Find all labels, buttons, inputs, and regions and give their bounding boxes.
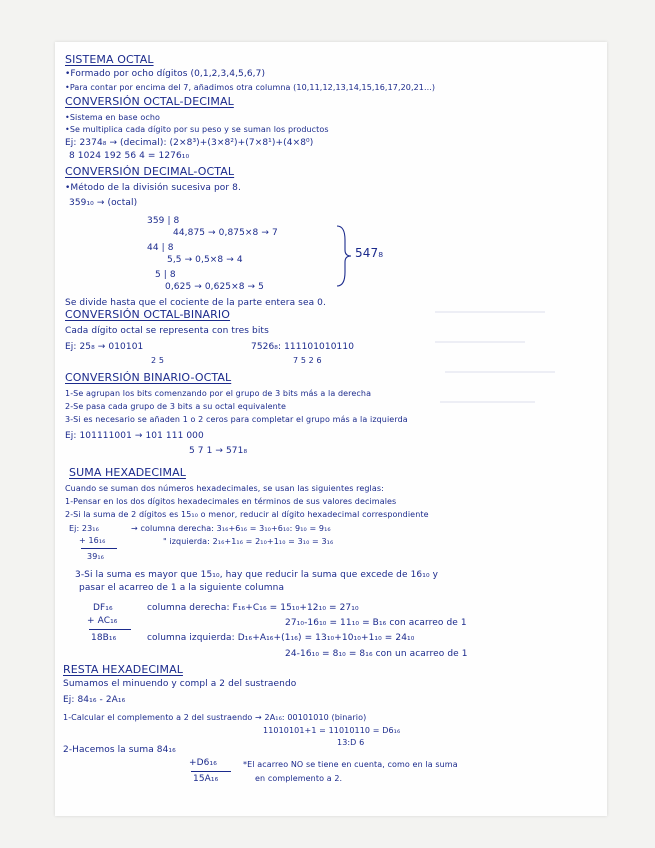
suma-hex-example-a: Ej: 23₁₆	[69, 524, 99, 533]
heading-resta-hexadecimal: RESTA HEXADECIMAL	[63, 663, 183, 676]
division-2: 44 | 8	[147, 243, 174, 253]
suma-hex-example-2c: 18B₁₆	[91, 633, 117, 643]
octal-decimal-result: 8 1024 192 56 4 = 1276₁₀	[69, 151, 190, 161]
resta-hex-step-2b: +D6₁₆	[189, 758, 217, 768]
suma-hex-example-b: + 16₁₆	[79, 536, 106, 545]
suma-hex-rule-3: 3-Si la suma es mayor que 15₁₀, hay que reducir la suma que excede de 16₁₀ y	[75, 570, 439, 580]
brace-mark	[333, 224, 353, 288]
sum-line-2	[89, 629, 131, 630]
bleed-through-marks	[425, 292, 565, 432]
binario-octal-step-1: 1-Se agrupan los bits comenzando por el grupo de 3 bits más a la derecha	[65, 389, 372, 398]
resta-hex-note-2: en complemento a 2.	[255, 774, 343, 783]
suma-hex-example-2-left-2: 24-16₁₀ = 8₁₀ = 8₁₆ con un acarreo de 1	[285, 649, 468, 659]
suma-hex-example-right: → columna derecha: 3₁₆+6₁₆ = 3₁₀+6₁₀: 9₁₀ = 9₁₆	[131, 524, 331, 533]
binario-octal-step-2: 2-Se pasa cada grupo de 3 bits a su octal equivalente	[65, 402, 287, 411]
resta-hex-step-1b: 11010101+1 = 11010110 = D6₁₆	[263, 726, 401, 735]
resta-hex-step-2c: 15A₁₆	[193, 774, 219, 784]
suma-hex-example-2-left-1: columna izquierda: D₁₆+A₁₆+(1₁₆) = 13₁₀+10₁₀+1₁₀ = 24₁₀	[147, 633, 415, 643]
division-3: 5 | 8	[155, 270, 176, 280]
octal-decimal-line-1: •Sistema en base ocho	[65, 113, 160, 122]
suma-hex-example-left: " izquierda: 2₁₆+1₁₆ = 2₁₀+1₁₀ = 3₁₀ = 3₁₆	[163, 537, 334, 546]
heading-sistema-octal: SISTEMA OCTAL	[65, 53, 154, 66]
octal-line-1: •Formado por ocho dígitos (0,1,2,3,4,5,6,7)	[65, 69, 266, 79]
suma-hex-example-2-right-1: columna derecha: F₁₆+C₁₆ = 15₁₀+12₁₀ = 27₁₀	[147, 603, 359, 613]
heading-decimal-octal: CONVERSIÓN DECIMAL-OCTAL	[65, 165, 235, 178]
suma-hex-example-2-right-2: 27₁₀-16₁₀ = 11₁₀ = B₁₆ con acarreo de 1	[285, 618, 467, 628]
octal-binario-example-1: Ej: 25₈ → 010101	[65, 342, 144, 352]
division-2-remainder: 5,5 → 0,5×8 → 4	[167, 255, 243, 265]
decimal-octal-line-1: •Método de la división sucesiva por 8.	[65, 183, 241, 193]
suma-hex-intro: Cuando se suman dos números hexadecimales, se usan las siguientes reglas:	[65, 484, 384, 493]
octal-binario-example-2: 7526₈: 111101010110	[251, 342, 355, 352]
octal-binario-line-1: Cada dígito octal se representa con tres bits	[65, 326, 269, 336]
heading-suma-hexadecimal: SUMA HEXADECIMAL	[69, 466, 186, 479]
octal-decimal-example: Ej: 2374₈ → (decimal): (2×8³)+(3×8²)+(7×8¹)+(4×8⁰)	[65, 138, 314, 148]
resta-hex-step-2: 2-Hacemos la suma 84₁₆	[63, 745, 176, 755]
binario-octal-example-digits: 5 7 1 → 571₈	[189, 446, 248, 456]
suma-hex-rule-2: 2-Si la suma de 2 dígitos es 15₁₀ o menor, reducir al dígito hexadecimal correspondiente	[65, 510, 429, 519]
suma-hex-example-2a: DF₁₆	[93, 603, 113, 613]
sum-line-3	[191, 771, 231, 772]
decimal-octal-line-2: 359₁₀ → (octal)	[69, 198, 138, 208]
division-1: 359 | 8	[147, 216, 180, 226]
heading-octal-decimal: CONVERSIÓN OCTAL-DECIMAL	[65, 95, 234, 108]
suma-hex-example-2b: + AC₁₆	[87, 616, 118, 626]
suma-hex-rule-3b: pasar el acarreo de 1 a la siguiente columna	[79, 583, 285, 593]
suma-hex-rule-1: 1-Pensar en los dos dígitos hexadecimales en términos de sus valores decimales	[65, 497, 397, 506]
suma-hex-example-c: 39₁₆	[87, 552, 104, 561]
heading-octal-binario: CONVERSIÓN OCTAL-BINARIO	[65, 308, 231, 321]
resta-hex-step-1c: 13:D 6	[337, 738, 365, 747]
octal-line-2: •Para contar por encima del 7, añadimos otra columna (10,11,12,13,14,15,16,17,20,21...)	[65, 83, 436, 92]
division-1-remainder: 44,875 → 0,875×8 → 7	[173, 228, 278, 238]
division-result: 547₈	[355, 246, 384, 260]
octal-binario-example-2-digits: 7 5 2 6	[293, 356, 322, 365]
octal-decimal-line-2: •Se multiplica cada dígito por su peso y se suman los productos	[65, 125, 329, 134]
octal-binario-example-1-digits: 2 5	[151, 356, 165, 365]
division-3-remainder: 0,625 → 0,625×8 → 5	[165, 282, 264, 292]
notebook-page	[55, 42, 607, 816]
binario-octal-example: Ej: 101111001 → 101 111 000	[65, 431, 204, 441]
resta-hex-step-1: 1-Calcular el complemento a 2 del sustraendo → 2A₁₆: 00101010 (binario)	[63, 713, 367, 722]
resta-hex-example: Ej: 84₁₆ - 2A₁₆	[63, 695, 126, 705]
binario-octal-step-3: 3-Si es necesario se añaden 1 o 2 ceros para completar el grupo más a la izquierda	[65, 415, 408, 424]
sum-line-1	[81, 548, 117, 549]
heading-binario-octal: CONVERSIÓN BINARIO-OCTAL	[65, 371, 232, 384]
resta-hex-intro: Sumamos el minuendo y compl a 2 del sustraendo	[63, 679, 297, 689]
resta-hex-note-1: *El acarreo NO se tiene en cuenta, como en la suma	[243, 760, 458, 769]
decimal-octal-note: Se divide hasta que el cociente de la parte entera sea 0.	[65, 298, 326, 308]
